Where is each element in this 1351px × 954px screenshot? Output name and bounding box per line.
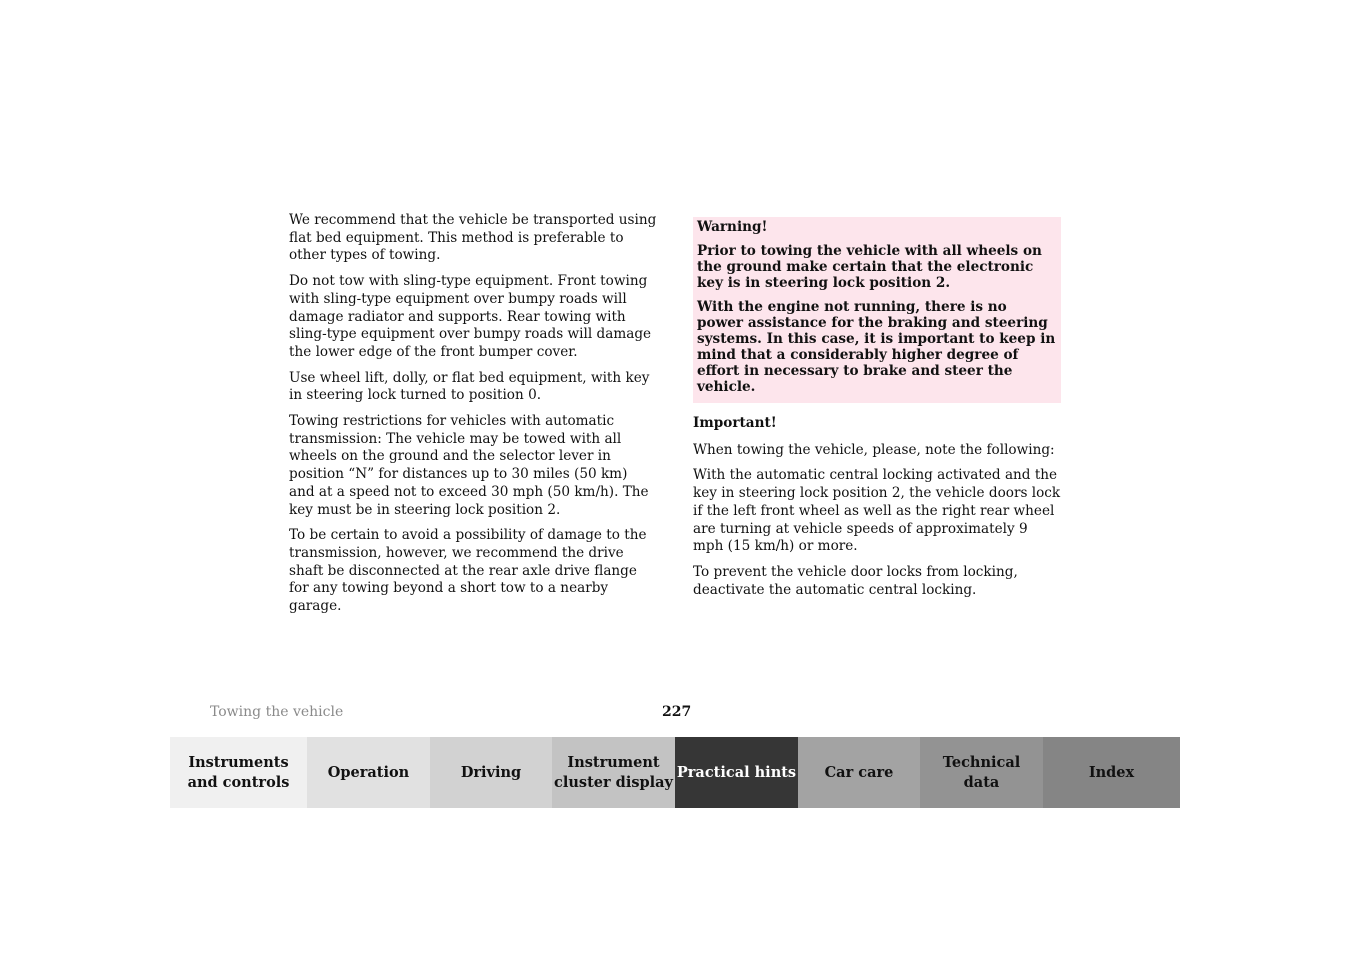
tab-label: Driving xyxy=(460,763,522,781)
body-paragraph: To be certain to avoid a possibility of damage to the transmission, however, we recommend the drive shaft be disconnected at the rear axle drive flange for any towing beyond a short tow to a nearby garage. xyxy=(289,527,647,615)
body-paragraph: We recommend that the vehicle be transported using flat bed equipment. This method is preferable to other types of towing. xyxy=(289,212,657,264)
warning-title: Warning! xyxy=(697,219,768,235)
tab-label: Instruments and controls xyxy=(187,753,290,791)
important-paragraph: To prevent the vehicle door locks from locking, deactivate the automatic central locking. xyxy=(693,563,1018,598)
body-paragraph: Towing restrictions for vehicles with automatic transmission: The vehicle may be towed with all wheels on the ground and the selector lever in position “N” for distances up to 30 miles (50 km) and at a speed not to exceed 30 mph (50 km/h). The key must be in steering lock position 2. xyxy=(289,413,649,518)
section-title: Towing the vehicle xyxy=(210,704,344,720)
tab-label: Practical hints xyxy=(676,763,797,781)
important-paragraph: With the automatic central locking activated and the key in steering lock position 2, the vehicle doors lock if the left front wheel as well as the right rear wheel are turning at vehicle speeds of approximately 9 mph (15 km/h) or more. xyxy=(693,467,1061,555)
tab-driving[interactable] xyxy=(430,737,552,808)
tab-label: Operation xyxy=(327,763,410,781)
tab-index[interactable] xyxy=(1043,737,1180,808)
tab-label: Technical data xyxy=(942,753,1021,791)
tab-practical-hints[interactable] xyxy=(675,737,798,808)
chapter-nav-bar xyxy=(170,737,1180,808)
tab-label: Instrument cluster display xyxy=(554,753,673,791)
body-paragraph: Do not tow with sling-type equipment. Front towing with sling-type equipment over bumpy roads will damage radiator and supports. Rear towing with sling-type equipment over bumpy roads will damage the lower edge of the front bumper cover. xyxy=(289,273,652,360)
page-number: 227 xyxy=(662,704,692,720)
tab-instruments-and-controls[interactable] xyxy=(170,737,307,808)
tab-label: Index xyxy=(1088,763,1135,781)
tab-operation[interactable] xyxy=(307,737,430,808)
tab-car-care[interactable] xyxy=(798,737,920,808)
important-paragraph: When towing the vehicle, please, note the following: xyxy=(693,441,1055,458)
tab-instrument-cluster-display[interactable] xyxy=(552,737,675,808)
left-column xyxy=(289,212,657,624)
tab-label: Car care xyxy=(824,763,894,781)
body-paragraph: Use wheel lift, dolly, or flat bed equipment, with key in steering lock turned to position 0. xyxy=(289,369,650,404)
important-title: Important! xyxy=(693,415,777,431)
warning-paragraph: Prior to towing the vehicle with all wheels on the ground make certain that the electronic key is in steering lock position 2. xyxy=(697,243,1042,291)
warning-paragraph: With the engine not running, there is no power assistance for the braking and steering systems. In this case, it is important to keep in mind that a considerably higher degree of effort in necessary to brake and steer the vehicle. xyxy=(697,299,1056,395)
tab-technical-data[interactable] xyxy=(920,737,1043,808)
warning-box xyxy=(693,217,1061,403)
right-column xyxy=(693,217,1061,607)
